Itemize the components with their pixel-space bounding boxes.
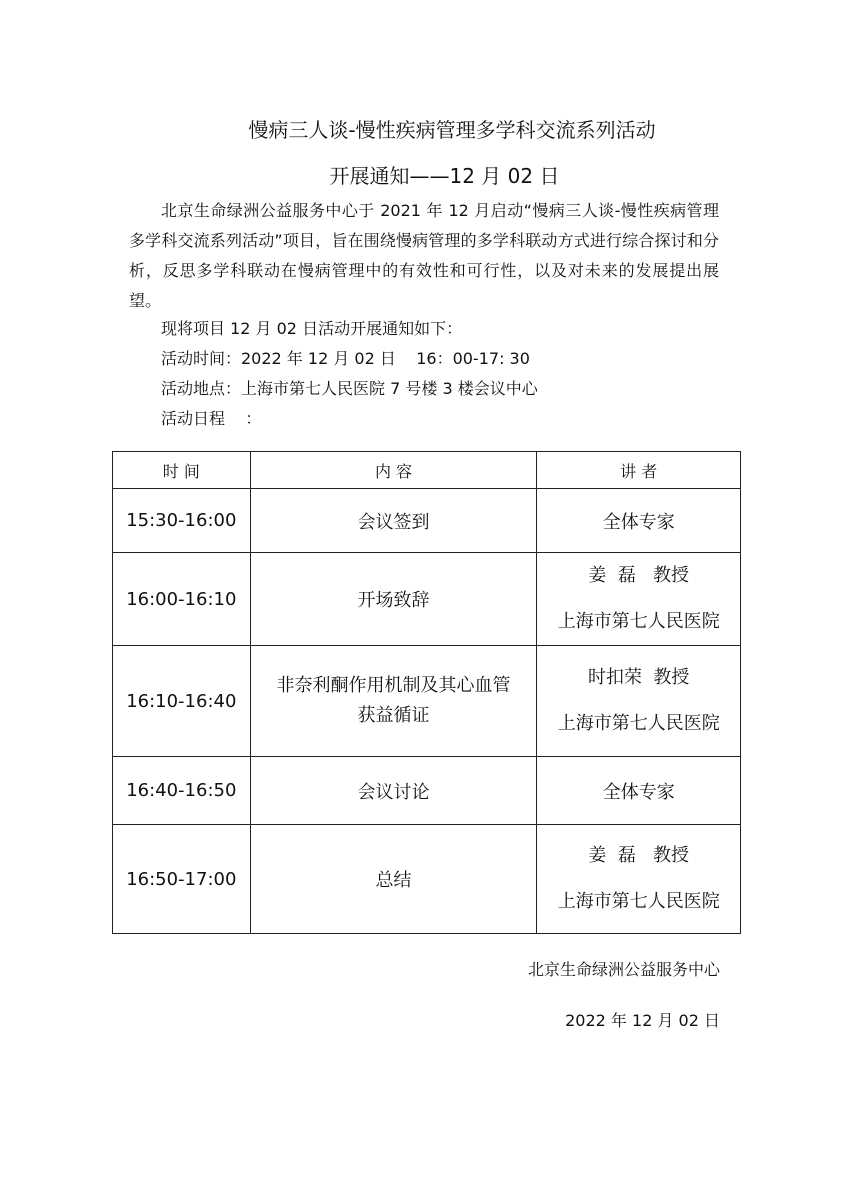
intro-paragraph: 北京生命绿洲公益服务中心于 2021 年 12 月启动“慢病三人谈-慢性疾病管理多学科交流系列活动”项目，旨在围绕慢病管理的多学科联动方式进行综合探讨和分析，反思多学科联动在慢病管理中的有效性和可行性，以及对未来的发展提出展望。 xyxy=(129,201,719,310)
schedule-table xyxy=(112,451,741,934)
row-time: 15:30-16:00 xyxy=(113,489,251,553)
row-content: 总结 xyxy=(250,825,537,934)
speaker-name: 姜 磊 教授 xyxy=(588,565,690,586)
event-place-line: 活动地点：上海市第七人民医院 7 号楼 3 楼会议中心 xyxy=(161,379,538,398)
row-time: 16:50-17:00 xyxy=(113,825,251,934)
event-time-line: 活动时间：2022 年 12 月 02 日 16：00-17: 30 xyxy=(161,349,530,368)
row-speaker xyxy=(537,553,741,646)
row-time: 16:10-16:40 xyxy=(113,646,251,757)
signature-organization: 北京生命绿洲公益服务中心 xyxy=(527,960,720,979)
row-speaker: 全体专家 xyxy=(537,757,741,825)
document-title-line2: 开展通知——12 月 02 日 xyxy=(329,164,560,188)
header-content: 内 容 xyxy=(250,452,537,489)
signature-date: 2022 年 12 月 02 日 xyxy=(565,1011,720,1030)
speaker-name: 时扣荣 教授 xyxy=(587,667,690,688)
table-row xyxy=(113,825,741,934)
table-row xyxy=(113,489,741,553)
table-row xyxy=(113,553,741,646)
content-line-1: 非奈利酮作用机制及其心血管 xyxy=(276,675,511,696)
row-time: 16:00-16:10 xyxy=(113,553,251,646)
row-content: 开场致辞 xyxy=(250,553,537,646)
row-time: 16:40-16:50 xyxy=(113,757,251,825)
row-content: 会议签到 xyxy=(250,489,537,553)
row-speaker: 全体专家 xyxy=(537,489,741,553)
schedule-header-row xyxy=(113,452,741,489)
speaker-hospital: 上海市第七人民医院 xyxy=(557,713,720,734)
content-line-2: 获益循证 xyxy=(357,705,430,726)
document-title-line1: 慢病三人谈-慢性疾病管理多学科交流系列活动 xyxy=(248,118,656,142)
agenda-label: 活动日程 ： xyxy=(161,409,262,428)
header-speaker: 讲 者 xyxy=(537,452,741,489)
speaker-hospital: 上海市第七人民医院 xyxy=(557,891,720,912)
row-speaker xyxy=(537,825,741,934)
speaker-hospital: 上海市第七人民医院 xyxy=(557,611,720,632)
speaker-name: 姜 磊 教授 xyxy=(588,845,690,866)
table-row xyxy=(113,646,741,757)
row-speaker xyxy=(537,646,741,757)
notice-line: 现将项目 12 月 02 日活动开展通知如下： xyxy=(161,319,463,338)
row-content: 会议讨论 xyxy=(250,757,537,825)
row-content xyxy=(250,646,537,757)
header-time: 时 间 xyxy=(113,452,251,489)
table-row xyxy=(113,757,741,825)
